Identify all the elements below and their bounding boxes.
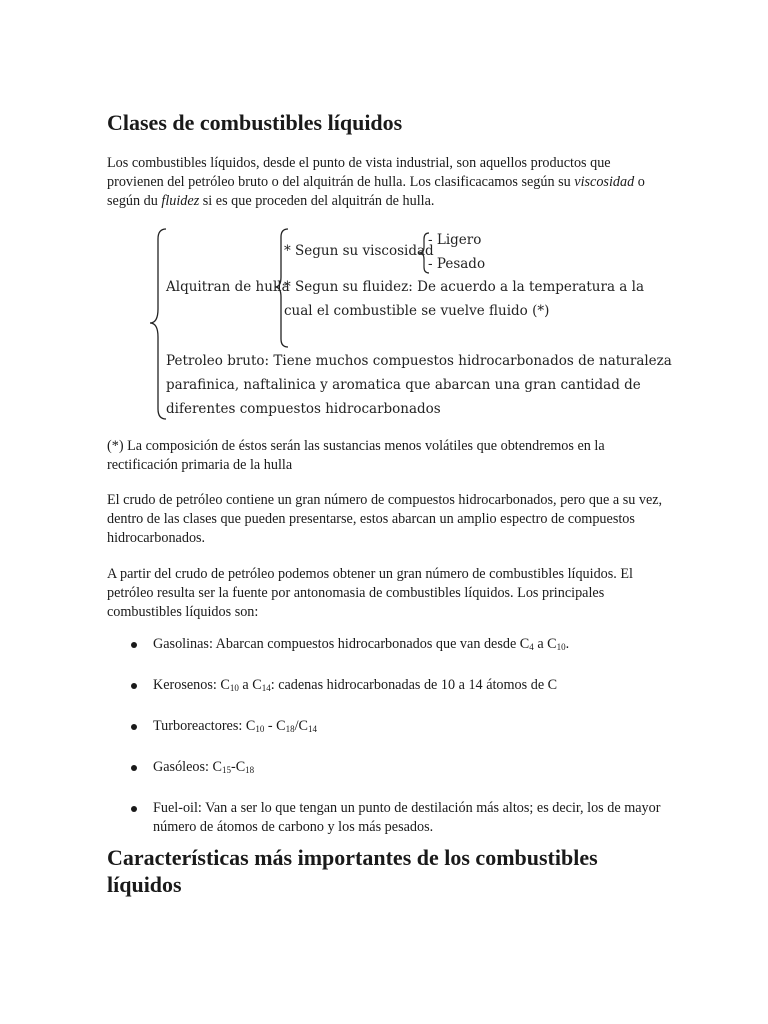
partir-paragraph: A partir del crudo de petróleo podemos obtener un gran número de combustibles líquidos. El petróleo resulta ser la fuente por antonomasia de combustibles líquidos. Los principales combustibles líquidos son: (107, 566, 633, 620)
intro-paragraph (107, 154, 667, 211)
intro-text-3: si es que proceden del alquitrán de hulla. (199, 193, 435, 209)
alquitran-label: Alquitran de hulla (166, 279, 290, 295)
petroleo-line-2: parafinica, naftalinica y aromatica que abarcan una gran cantidad de (166, 377, 641, 393)
note-paragraph: (*) La composición de éstos serán las sustancias menos volátiles que obtendremos en la rectificación primaria de la hulla (107, 438, 605, 473)
fluidez-line-1: * Segun su fluidez: De acuerdo a la temperatura a la (284, 279, 644, 295)
crudo-paragraph: El crudo de petróleo contiene un gran número de compuestos hidrocarbonados, pero que a su vez, dentro de las clases que pueden presentarse, estos abarcan un amplio espectro de compuestos hidrocarbonados. (107, 492, 663, 546)
petroleo-line-1: Petroleo bruto: Tiene muchos compuestos hidrocarbonados de naturaleza (166, 353, 672, 369)
intro-term-fluidez: fluidez (161, 193, 200, 209)
intro-text-1: Los combustibles líquidos, desde el punto de vista industrial, son aquellos productos que provienen del petróleo bruto o del alquitrán de hulla. Los clasificacamos según su (107, 155, 611, 190)
intro-term-viscosidad: viscosidad (574, 174, 635, 190)
section-title-2: Características más importantes de los combustibles líquidos (107, 845, 598, 897)
intro-text-2: o según du (107, 174, 645, 209)
section-title: Clases de combustibles líquidos (107, 110, 403, 135)
classification-diagram (150, 225, 670, 425)
bullet-icon (131, 806, 137, 812)
fuels-list (107, 635, 667, 856)
petroleo-line-3: diferentes compuestos hidrocarbonados (166, 401, 441, 417)
bullet-icon (131, 642, 137, 648)
list-item: Gasolinas: Abarcan compuestos hidrocarbonados que van desde $C_4$ a $C_{10}$. (107, 635, 667, 657)
list-item: Fuel-oil: Van a ser lo que tengan un punto de destilación más altos; es decir, los de mayor número de átomos de carbono y los más pesados. (107, 799, 667, 837)
list-item: Turboreactores: $C_{10} - C_{18}/C_{14}$ (107, 717, 667, 739)
list-item: Gasóleos: $C_{15}-C_{18}$ (107, 758, 667, 780)
ligero-label: - Ligero (428, 232, 482, 248)
viscosity-label: * Segun su viscosidad (284, 243, 434, 259)
list-item: Kerosenos: $C_{10}$ a $C_{14}$: cadenas hidrocarbonadas de 10 a 14 átomos de C (107, 676, 667, 698)
bullet-icon (131, 683, 137, 689)
pesado-label: - Pesado (428, 256, 486, 272)
outer-brace (150, 229, 166, 419)
bullet-icon (131, 724, 137, 730)
fluidez-line-2: cual el combustible se vuelve fluido (*) (284, 303, 550, 319)
bullet-icon (131, 765, 137, 771)
